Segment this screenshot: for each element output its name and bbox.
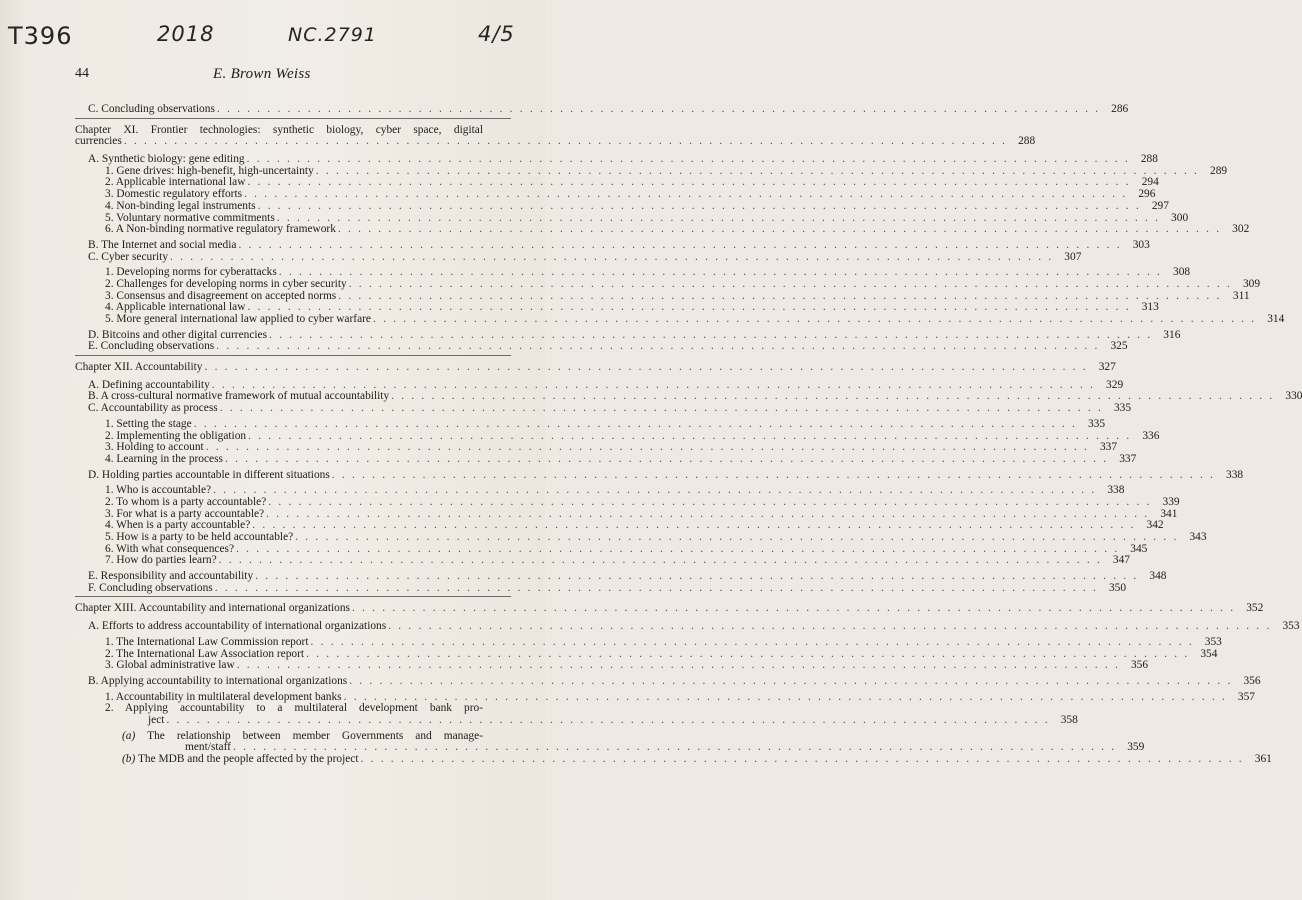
dot-leader: [215, 583, 1098, 595]
entry-text: 6. With what consequences?: [105, 542, 235, 555]
entry-page-number: 313: [1141, 301, 1159, 314]
entry-text: 3. For what is a party accountable?: [105, 507, 265, 520]
entry-page-number: 343: [1189, 531, 1207, 544]
entry-marker: (a): [122, 729, 136, 742]
entry-page-number: 337: [1119, 452, 1137, 465]
entry-title: [105, 660, 237, 672]
toc-entry[interactable]: [75, 581, 1127, 595]
entry-marker: (b): [122, 753, 136, 766]
entry-title: [105, 224, 338, 236]
toc-chapter-entry[interactable]: [75, 361, 1116, 374]
entry-page-number: 345: [1130, 542, 1148, 555]
entry-title: [88, 252, 170, 264]
entry-page-number: 294: [1141, 176, 1159, 189]
toc-entry[interactable]: [75, 753, 1272, 766]
toc-entry[interactable]: [75, 452, 1137, 466]
entry-text: 2. To whom is a party accountable?: [105, 495, 267, 508]
dot-leader: [268, 497, 1151, 509]
entry-text: 2. The International Law Association report: [105, 647, 305, 660]
toc-chapter-entry[interactable]: [75, 602, 1264, 615]
entry-continuation: [75, 135, 1036, 148]
entry-text: B. A cross-cultural normative framework of mutual accountability: [88, 390, 390, 403]
entry-text: C. Cyber security: [88, 250, 169, 263]
toc-entry[interactable]: [75, 250, 1082, 264]
entry-page-number: 309: [1242, 277, 1261, 290]
entry-page-number: 361: [1254, 753, 1272, 766]
entry-page-number: 297: [1151, 199, 1169, 212]
entry-text-second-line: ment/staff: [185, 741, 231, 754]
entry-text: 4. Non-binding legal instruments: [105, 199, 256, 212]
entry-page-number: 316: [1163, 328, 1181, 341]
entry-text: 3. Domestic regulatory efforts: [105, 188, 243, 201]
entry-text: 1. Setting the stage: [105, 417, 192, 430]
entry-text: Chapter XIII. Accountability and international organizations: [75, 602, 350, 615]
entry-page-number: 288: [1140, 153, 1158, 166]
toc-entry[interactable]: [75, 702, 1078, 726]
entry-page-number: 338: [1107, 484, 1125, 497]
dot-leader: [388, 621, 1271, 633]
entry-text: 2. Implementing the obligation: [105, 429, 247, 442]
entry-text: D. Bitcoins and other digital currencies: [88, 328, 268, 341]
entry-text: 7. How do parties learn?: [105, 554, 217, 567]
entry-page-number: 341: [1160, 507, 1178, 520]
running-author: E. Brown Weiss: [213, 66, 311, 82]
dot-leader: [225, 454, 1108, 466]
dot-leader: [361, 754, 1244, 766]
entry-page-number: 339: [1162, 495, 1180, 508]
entry-text: 5. How is a party to be held accountable?: [105, 531, 294, 544]
entry-page-number: 335: [1113, 402, 1132, 415]
toc-entry[interactable]: [75, 103, 1129, 116]
dot-leader: [217, 104, 1100, 116]
dot-leader: [238, 240, 1121, 252]
entry-text: 1. The International Law Commission report: [105, 635, 309, 648]
toc-entry[interactable]: [75, 620, 1300, 633]
entry-title: [88, 583, 215, 595]
entry-text: Chapter XII. Accountability: [75, 361, 203, 374]
entry-text: 4. Learning in the process: [105, 452, 223, 465]
entry-page-number: 350: [1108, 581, 1127, 594]
dot-leader: [373, 314, 1256, 326]
entry-text: 1. Accountability in multilateral development banks: [105, 690, 342, 703]
entry-page-number: 330: [1285, 390, 1302, 403]
entry-text: F. Concluding observations: [88, 581, 213, 594]
entry-page-number: 352: [1246, 602, 1264, 615]
entry-page-number: 311: [1232, 289, 1250, 302]
entry-title: [75, 603, 352, 615]
chapter-divider: [75, 355, 511, 356]
entry-page-number: 289: [1210, 164, 1228, 177]
entry-title: [105, 692, 344, 704]
entry-text: The relationship between member Governments and manage-: [147, 729, 483, 742]
entry-page-number: 354: [1200, 647, 1218, 660]
entry-title: [88, 621, 388, 633]
handwritten-year: 2018: [157, 22, 215, 46]
entry-text: C. Accountability as process: [88, 402, 218, 415]
chapter-divider: [75, 118, 511, 119]
toc-entry[interactable]: [75, 402, 1132, 415]
entry-text: 1. Who is accountable?: [105, 484, 212, 497]
toc-entry[interactable]: [75, 554, 1130, 567]
entry-page-number: 327: [1098, 361, 1116, 374]
entry-page-number: 307: [1064, 250, 1082, 263]
entry-text: 5. More general international law applied to cyber warfare: [105, 313, 371, 326]
entry-text: A. Defining accountability: [88, 378, 210, 391]
entry-page-number: 300: [1171, 211, 1189, 224]
entry-page-number: 336: [1142, 429, 1160, 442]
dot-leader: [311, 637, 1194, 649]
entry-text: C. Concluding observations: [88, 103, 215, 115]
entry-text: 5. Voluntary normative commitments: [105, 211, 275, 224]
entry-page-number: 356: [1130, 659, 1149, 672]
entry-text: Chapter XI. Frontier technologies: synthetic biology, cyber space, digital: [75, 123, 483, 136]
entry-page-number: 286: [1111, 103, 1129, 115]
dot-leader: [258, 201, 1141, 213]
dot-leader: [216, 341, 1099, 353]
entry-page-number: 314: [1267, 313, 1285, 326]
entry-text: The MDB and the people affected by the project: [137, 753, 359, 766]
dot-leader: [124, 136, 1007, 148]
toc-entry[interactable]: [75, 659, 1149, 672]
entry-page-number: 296: [1138, 188, 1156, 201]
entry-page-number: 359: [1127, 741, 1145, 754]
entry-page-number: 353: [1204, 635, 1222, 648]
running-header: [0, 66, 545, 84]
entry-text-second-line: ject: [148, 713, 165, 726]
toc-entry[interactable]: [75, 690, 1255, 704]
entry-text: 3. Consensus and disagreement on accepted norms: [105, 289, 337, 302]
dot-leader: [349, 676, 1232, 688]
entry-page-number: 353: [1282, 620, 1300, 633]
toc-entry[interactable]: [75, 313, 1285, 326]
dot-leader: [170, 252, 1053, 264]
entry-text: D. Holding parties accountable in different situations: [88, 468, 330, 481]
entry-page-number: 356: [1243, 674, 1261, 687]
entry-title: [88, 104, 217, 116]
entry-title: [88, 341, 216, 353]
toc-entry[interactable]: [75, 340, 1128, 353]
entry-text: E. Responsibility and accountability: [88, 570, 254, 583]
dot-leader: [344, 692, 1227, 704]
toc-entry[interactable]: [75, 674, 1261, 688]
entry-title: [88, 676, 349, 688]
page-number: 44: [75, 66, 89, 81]
entry-text: B. Applying accountability to international organizations: [88, 674, 348, 687]
entry-text: A. Efforts to address accountability of international organizations: [88, 620, 387, 633]
entry-page-number: 357: [1237, 690, 1255, 703]
entry-text: A. Synthetic biology: gene editing: [88, 153, 245, 166]
dot-leader: [166, 715, 1049, 727]
toc-chapter-entry[interactable]: [75, 123, 1036, 148]
entry-page-number: 325: [1110, 340, 1128, 353]
dot-leader: [237, 660, 1120, 672]
entry-text: E. Concluding observations: [88, 340, 215, 353]
entry-text: 2. Applicable international law: [105, 176, 246, 189]
table-of-contents: [75, 103, 1302, 766]
toc-entry[interactable]: [75, 468, 1244, 482]
dot-leader: [349, 279, 1232, 291]
dot-leader: [295, 532, 1178, 544]
entry-page-number: 342: [1146, 519, 1164, 532]
toc-entry[interactable]: [75, 729, 1145, 754]
entry-text: B. The Internet and social media: [88, 238, 237, 251]
entry-text: 2. Applying accountability to a multilateral development bank pro-: [105, 702, 483, 715]
handwritten-ref: T396: [8, 22, 73, 50]
entry-text: 2. Challenges for developing norms in cyber security: [105, 277, 347, 290]
entry-page-number: 338: [1226, 468, 1244, 481]
entry-page-number: 302: [1232, 223, 1250, 236]
dot-leader: [204, 362, 1087, 374]
entry-page-number: 358: [1060, 713, 1078, 726]
handwritten-fraction: 4/5: [478, 22, 515, 46]
entry-page-number: 308: [1173, 266, 1191, 279]
entry-text: 3. Holding to account: [105, 441, 204, 454]
entry-page-number: 303: [1132, 238, 1150, 251]
dot-leader: [194, 419, 1077, 431]
toc-entry[interactable]: [75, 223, 1250, 236]
dot-leader: [352, 603, 1235, 615]
entry-text: 4. When is a party accountable?: [105, 519, 251, 532]
entry-title: [105, 314, 373, 326]
entry-page-number: 288: [1018, 135, 1036, 148]
dot-leader: [219, 555, 1102, 567]
entry-page-number: 347: [1112, 554, 1130, 567]
handwritten-number: NC.2791: [288, 24, 377, 46]
entry-text-second-line: currencies: [75, 135, 122, 148]
entry-title: [75, 362, 204, 374]
dot-leader: [338, 224, 1221, 236]
entry-continuation: [105, 713, 1078, 727]
entry-title: [88, 470, 332, 482]
entry-page-number: 337: [1099, 441, 1118, 454]
entry-text: 3. Global administrative law: [105, 659, 235, 672]
entry-text: 6. A Non-binding normative regulatory framework: [105, 223, 336, 236]
entry-page-number: 329: [1106, 378, 1124, 391]
entry-title: [88, 403, 220, 415]
entry-title: [105, 454, 225, 466]
entry-text: 4. Applicable international law: [105, 301, 246, 314]
entry-page-number: 335: [1087, 417, 1106, 430]
dot-leader: [220, 403, 1103, 415]
entry-text: 1. Developing norms for cyberattacks: [105, 266, 277, 279]
chapter-divider: [75, 596, 511, 597]
entry-title: [105, 555, 219, 567]
dot-leader: [332, 470, 1215, 482]
entry-text: 1. Gene drives: high-benefit, high-uncertainty: [105, 164, 314, 177]
entry-page-number: 348: [1149, 570, 1167, 583]
entry-title: [122, 754, 361, 766]
